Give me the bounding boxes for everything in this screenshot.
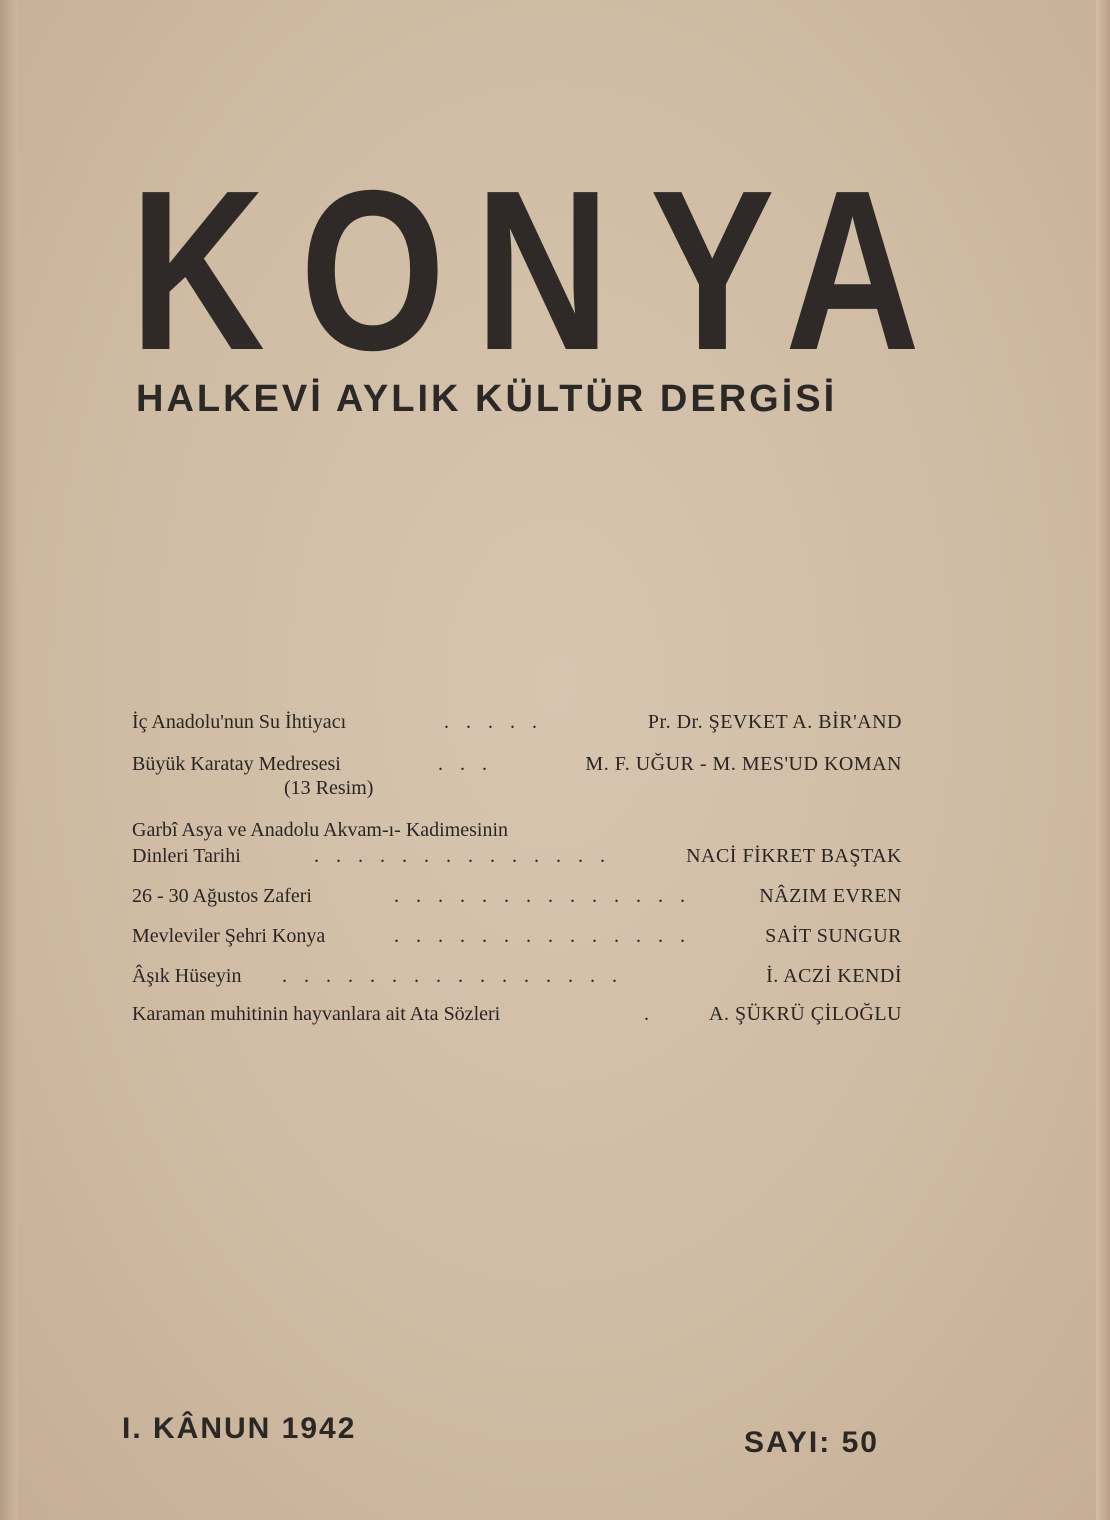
toc-entry-author: İ. ACZİ KENDİ: [766, 965, 902, 987]
page-edge-right: [1096, 0, 1110, 1520]
toc-entry-title: 26 - 30 Ağustos Zaferi: [132, 885, 312, 907]
toc-entry-continued: [132, 842, 902, 870]
toc-entry: [132, 922, 902, 950]
toc-entry-leader: .: [644, 1003, 655, 1025]
issue-number: SAYI: 50: [744, 1426, 879, 1459]
toc-entry-leader: . . . . . . . . . . . . . .: [394, 885, 691, 907]
toc-entry-leader: . . . . . . . . . . . . . . . .: [282, 965, 623, 987]
masthead-letter: N: [475, 144, 611, 398]
masthead-letter: A: [785, 144, 921, 398]
page-edge-left: [0, 0, 18, 1520]
toc-entry: [132, 962, 902, 990]
toc-entry-title: Büyük Karatay Medresesi: [132, 753, 341, 775]
toc-entry: [132, 708, 902, 736]
toc-entry-author: NÂZIM EVREN: [759, 885, 902, 907]
toc-entry-leader: . . . . .: [444, 711, 543, 733]
toc-entry-title: Karaman muhitinin hayvanlara ait Ata Sözleri: [132, 1003, 501, 1025]
masthead-letter: Y: [650, 144, 775, 398]
toc-entry: [132, 1000, 902, 1028]
toc-entry-author: SAİT SUNGUR: [765, 925, 902, 947]
toc-entry-author: M. F. UĞUR - M. MES'UD KOMAN: [585, 753, 902, 775]
issue-date: I. KÂNUN 1942: [122, 1412, 357, 1445]
toc-entry-subtitle: (13 Resim): [284, 777, 374, 799]
toc-entry-author: Pr. Dr. ŞEVKET A. BİR'AND: [647, 711, 902, 733]
toc-entry-title: Âşık Hüseyin: [132, 965, 242, 987]
toc-entry-title: İç Anadolu'nun Su İhtiyacı: [132, 711, 347, 733]
toc-entry-subtitle-row: [132, 774, 902, 802]
toc-entry-leader: . . . . . . . . . . . . . .: [314, 845, 611, 867]
toc-entry-author: A. ŞÜKRÜ ÇİLOĞLU: [709, 1003, 902, 1025]
toc-entry: [132, 816, 902, 844]
masthead-title: [130, 144, 930, 398]
toc-entry-leader: . . . . . . . . . . . . . .: [394, 925, 691, 947]
masthead-subtitle: HALKEVİ AYLIK KÜLTÜR DERGİSİ: [136, 378, 838, 420]
toc-entry-title: Garbî Asya ve Anadolu Akvam-ı- Kadimesinin: [132, 819, 509, 841]
toc-entry: [132, 882, 902, 910]
toc-entry-leader: . . .: [438, 753, 493, 775]
masthead-letter: O: [300, 144, 446, 398]
toc-entry-author: NACİ FİKRET BAŞTAK: [686, 845, 902, 867]
toc-entry-title-line2: Dinleri Tarihi: [132, 845, 241, 867]
masthead-letter: K: [130, 144, 266, 398]
toc-entry-title: Mevleviler Şehri Konya: [132, 925, 326, 947]
